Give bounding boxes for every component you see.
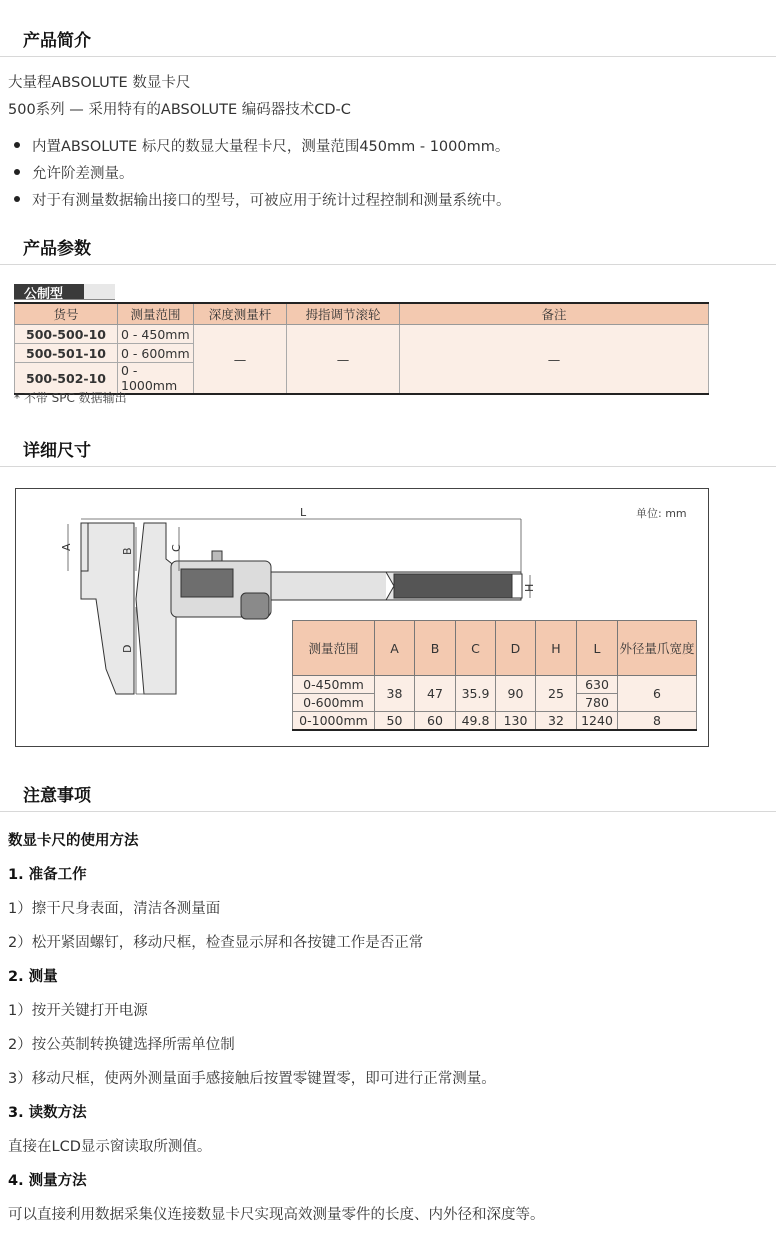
dim-label-C: C bbox=[170, 544, 183, 552]
section-intro-header bbox=[0, 20, 776, 57]
value-cell: 35.9 bbox=[456, 676, 496, 712]
section-params-header bbox=[0, 228, 776, 265]
spec-table bbox=[14, 302, 709, 395]
section-title: 详细尺寸 bbox=[23, 441, 91, 461]
value-cell: 60 bbox=[415, 712, 456, 731]
spec-header-row bbox=[15, 303, 709, 325]
value-cell: 32 bbox=[536, 712, 577, 731]
dim-label-D: D bbox=[121, 644, 134, 653]
dim-label-B: B bbox=[121, 547, 134, 555]
step-text: 2）按公英制转换键选择所需单位制 bbox=[8, 1037, 235, 1053]
table-row bbox=[293, 676, 697, 694]
col-header: 拇指调节滚轮 bbox=[287, 303, 400, 325]
dim-header-row bbox=[293, 621, 697, 676]
col-header: 货号 bbox=[15, 303, 118, 325]
step-title: 2. 测量 bbox=[8, 969, 58, 985]
value-cell: 90 bbox=[496, 676, 536, 712]
dimension-table bbox=[292, 620, 697, 731]
value-cell: 6 bbox=[618, 676, 697, 712]
section-dims-header bbox=[0, 430, 776, 467]
value-cell: 8 bbox=[618, 712, 697, 731]
dim-label-L: L bbox=[300, 506, 307, 519]
measure-range: 0 - 1000mm bbox=[118, 363, 194, 395]
item-code: 500-501-10 bbox=[15, 344, 118, 363]
col-header: 外径量爪宽度 bbox=[618, 621, 697, 676]
col-header: C bbox=[456, 621, 496, 676]
step-title: 4. 测量方法 bbox=[8, 1173, 87, 1189]
section-title: 产品简介 bbox=[23, 31, 91, 51]
value-cell: 130 bbox=[496, 712, 536, 731]
bullet-text: 对于有测量数据输出接口的型号，可被应用于统计过程控制和测量系统中。 bbox=[32, 193, 511, 209]
depth-rod-cell: — bbox=[194, 325, 287, 395]
item-code: 500-502-10 bbox=[15, 363, 118, 395]
col-header: 深度测量杆 bbox=[194, 303, 287, 325]
step-text: 1）按开关键打开电源 bbox=[8, 1003, 148, 1019]
bullet-dot-icon bbox=[14, 142, 20, 148]
value-cell: 47 bbox=[415, 676, 456, 712]
unit-label: 单位: mm bbox=[636, 507, 687, 520]
metric-type-tag bbox=[14, 284, 115, 300]
value-cell: 1240 bbox=[577, 712, 618, 731]
dimension-drawing-box bbox=[15, 488, 709, 747]
bullet-dot-icon bbox=[14, 196, 20, 202]
scale-hatch bbox=[394, 574, 519, 598]
table-row bbox=[293, 712, 697, 731]
value-cell: 780 bbox=[577, 694, 618, 712]
step-title: 3. 读数方法 bbox=[8, 1105, 87, 1121]
lcd-display bbox=[181, 569, 233, 597]
col-header: L bbox=[577, 621, 618, 676]
bullet-item bbox=[14, 162, 134, 183]
bullet-text: 内置ABSOLUTE 标尺的数显大量程卡尺，测量范围450mm - 1000mm。 bbox=[32, 139, 510, 155]
range-cell: 0-1000mm bbox=[293, 712, 375, 731]
range-cell: 0-450mm bbox=[293, 676, 375, 694]
measure-range: 0 - 450mm bbox=[118, 325, 194, 344]
item-code: 500-500-10 bbox=[15, 325, 118, 344]
spc-footnote: * 不带 SPC 数据输出 bbox=[14, 391, 127, 405]
col-header: 备注 bbox=[400, 303, 709, 325]
col-header: B bbox=[415, 621, 456, 676]
section-title: 注意事项 bbox=[23, 786, 91, 806]
bullet-text: 允许阶差测量。 bbox=[32, 166, 134, 182]
bullet-item bbox=[14, 189, 511, 210]
thumb-wheel bbox=[241, 593, 269, 619]
measure-range: 0 - 600mm bbox=[118, 344, 194, 363]
col-header: D bbox=[496, 621, 536, 676]
col-header: A bbox=[375, 621, 415, 676]
remark-cell: — bbox=[400, 325, 709, 395]
bullet-dot-icon bbox=[14, 169, 20, 175]
notes-heading: 数显卡尺的使用方法 bbox=[8, 833, 139, 849]
thumb-roller-cell: — bbox=[287, 325, 400, 395]
bullet-item bbox=[14, 135, 509, 156]
step-text: 直接在LCD显示窗读取所测值。 bbox=[8, 1139, 212, 1155]
col-header: 测量范围 bbox=[118, 303, 194, 325]
intro-line-2: 500系列 — 采用特有的ABSOLUTE 编码器技术CD-C bbox=[8, 102, 351, 118]
value-cell: 630 bbox=[577, 676, 618, 694]
range-cell: 0-600mm bbox=[293, 694, 375, 712]
dim-label-H: H bbox=[523, 583, 536, 592]
section-title: 产品参数 bbox=[23, 239, 91, 259]
col-header: H bbox=[536, 621, 577, 676]
table-row bbox=[15, 325, 709, 344]
tag-label: 公制型 bbox=[24, 287, 64, 302]
dim-label-A: A bbox=[60, 543, 73, 551]
value-cell: 49.8 bbox=[456, 712, 496, 731]
section-notes-header bbox=[0, 775, 776, 812]
intro-line-1: 大量程ABSOLUTE 数显卡尺 bbox=[8, 75, 191, 91]
value-cell: 38 bbox=[375, 676, 415, 712]
value-cell: 25 bbox=[536, 676, 577, 712]
step-text: 2）松开紧固螺钉，移动尺框，检查显示屏和各按键工作是否正常 bbox=[8, 935, 424, 951]
step-text: 1）擦干尺身表面，清洁各测量面 bbox=[8, 901, 221, 917]
col-header: 测量范围 bbox=[293, 621, 375, 676]
value-cell: 50 bbox=[375, 712, 415, 731]
step-text: 3）移动尺框，使两外测量面手感接触后按置零键置零，即可进行正常测量。 bbox=[8, 1071, 496, 1087]
step-text: 可以直接利用数据采集仪连接数显卡尺实现高效测量零件的长度、内外径和深度等。 bbox=[8, 1207, 545, 1223]
step-title: 1. 准备工作 bbox=[8, 867, 87, 883]
